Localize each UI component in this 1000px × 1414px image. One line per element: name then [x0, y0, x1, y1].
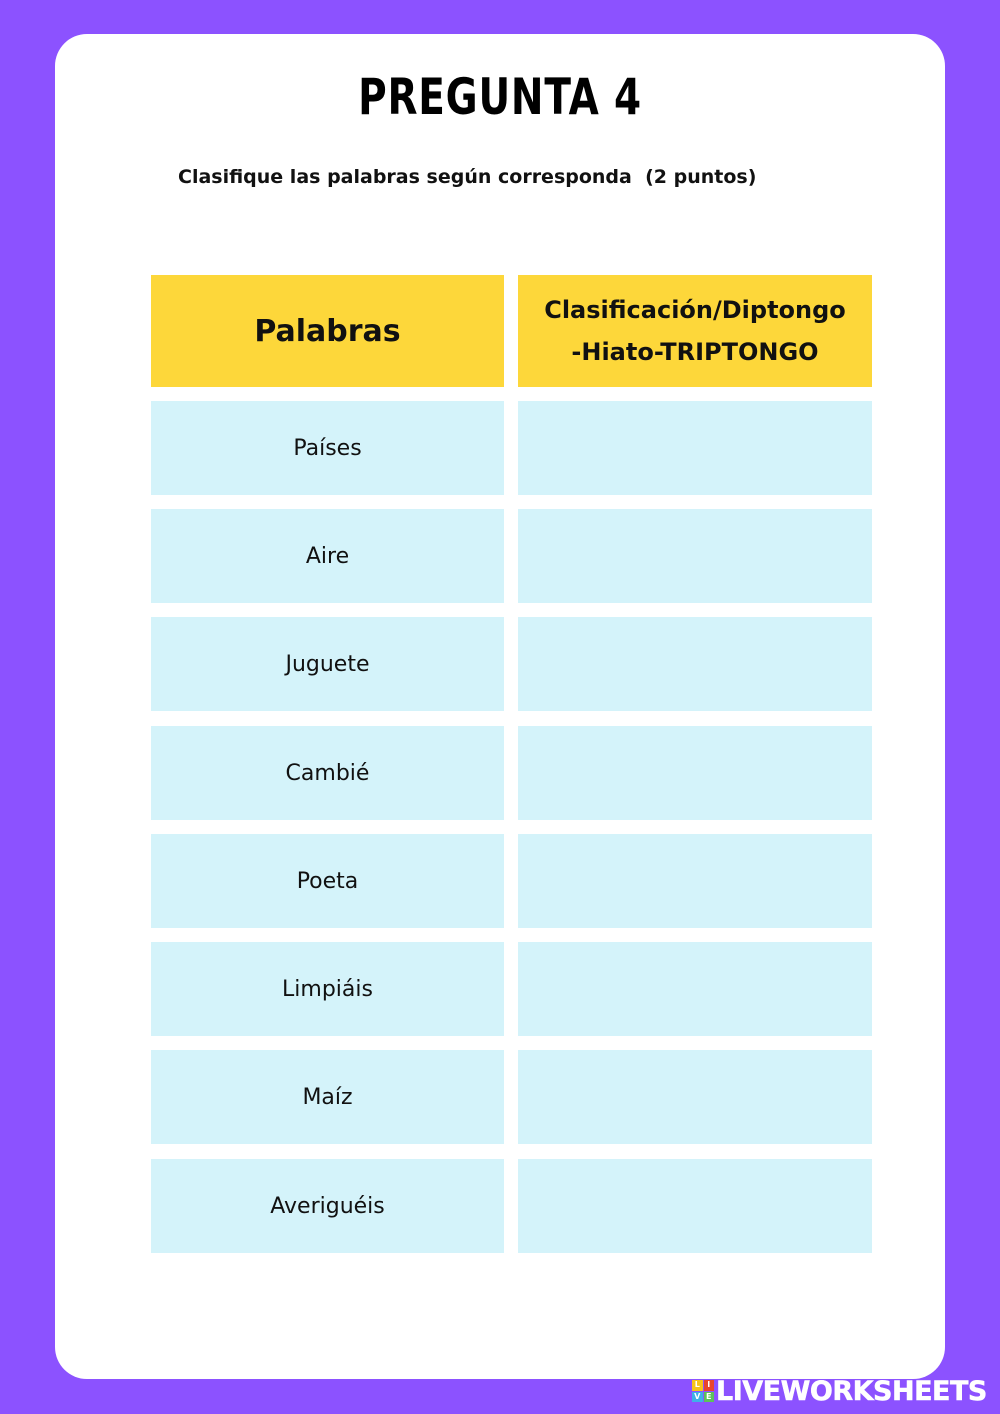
word-label: Poeta	[296, 868, 359, 894]
answer-field-6[interactable]	[518, 942, 872, 1036]
answer-field-3[interactable]	[518, 617, 872, 711]
word-label: Maíz	[302, 1084, 353, 1110]
answer-field-8[interactable]	[518, 1159, 872, 1253]
word-label: Países	[293, 435, 362, 461]
answer-field-4[interactable]	[518, 726, 872, 820]
instruction-text: Clasifique las palabras según corresponda (2 puntos)	[178, 166, 757, 188]
answer-field-2[interactable]	[518, 509, 872, 603]
word-cell-6	[151, 942, 504, 1036]
header-classification	[518, 275, 872, 387]
header-classification-line1: Clasificación/Diptongo	[544, 296, 846, 324]
word-cell-7	[151, 1050, 504, 1144]
logo-letter: E	[704, 1392, 715, 1403]
word-cell-8	[151, 1159, 504, 1253]
word-cell-1	[151, 401, 504, 495]
word-label: Juguete	[285, 651, 370, 677]
brand-name: LIVEWORKSHEETS	[716, 1375, 987, 1407]
liveworksheets-logo-icon	[692, 1380, 714, 1402]
liveworksheets-brand	[692, 1374, 987, 1408]
answer-field-7[interactable]	[518, 1050, 872, 1144]
logo-letter: V	[692, 1392, 703, 1403]
word-label: Averiguéis	[270, 1193, 385, 1219]
answer-field-1[interactable]	[518, 401, 872, 495]
word-label: Limpiáis	[282, 976, 373, 1002]
page-title: PREGUNTA 4	[358, 68, 642, 126]
word-label: Aire	[305, 543, 350, 569]
word-cell-4	[151, 726, 504, 820]
logo-letter: L	[692, 1380, 703, 1391]
word-cell-5	[151, 834, 504, 928]
word-cell-3	[151, 617, 504, 711]
answer-field-5[interactable]	[518, 834, 872, 928]
header-words	[151, 275, 504, 387]
header-classification-line2: -Hiato-TRIPTONGO	[571, 338, 819, 366]
logo-letter: I	[704, 1380, 715, 1391]
header-words-label: Palabras	[254, 313, 401, 349]
word-label: Cambié	[285, 760, 370, 786]
word-cell-2	[151, 509, 504, 603]
